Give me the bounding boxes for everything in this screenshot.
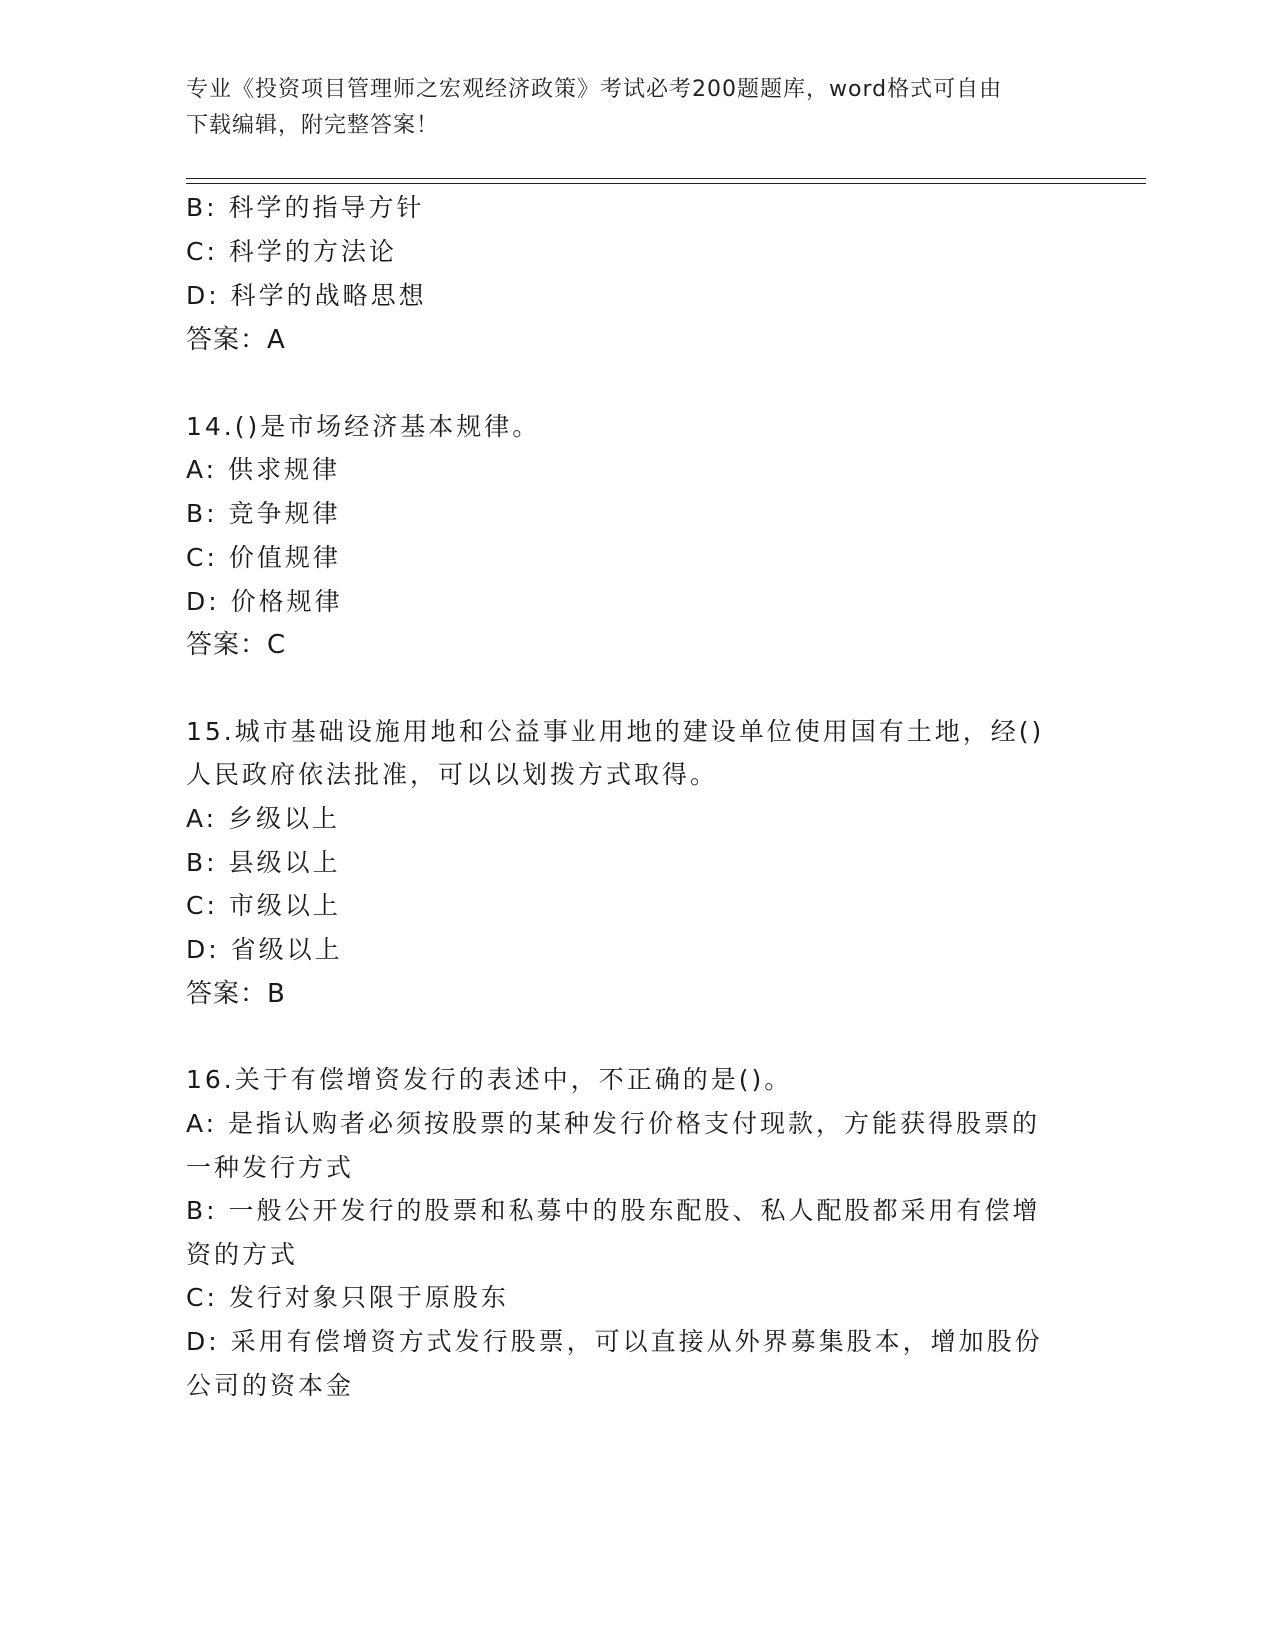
header-divider-top <box>186 178 1146 179</box>
header-line-1: 专业《投资项目管理师之宏观经济政策》考试必考200题题库，word格式可自由 <box>186 77 1003 102</box>
q13-option-c: C: 科学的方法论 <box>186 237 397 266</box>
q15-option-d: D: 省级以上 <box>186 935 343 964</box>
q13-option-d: D: 科学的战略思想 <box>186 281 427 310</box>
q16-option-b-line-2: 资的方式 <box>186 1240 299 1269</box>
q15-option-c: C: 市级以上 <box>186 891 341 920</box>
q14-answer: 答案：C <box>186 630 287 660</box>
q14-option-b: B: 竞争规律 <box>186 499 341 528</box>
q14-option-a: A: 供求规律 <box>186 455 341 484</box>
q13-option-b: B: 科学的指导方针 <box>186 193 425 222</box>
q16-option-d-line-1: D: 采用有偿增资方式发行股票，可以直接从外界募集股本，增加股份 <box>186 1327 1043 1356</box>
q15-option-a: A: 乡级以上 <box>186 804 341 833</box>
q15-stem-line-1: 15.城市基础设施用地和公益事业用地的建设单位使用国有土地，经() <box>186 717 1045 746</box>
header-line-2: 下载编辑，附完整答案！ <box>186 113 440 138</box>
document-header <box>186 72 1066 144</box>
q16-option-b-line-1: B: 一般公开发行的股票和私募中的股东配股、私人配股都采用有偿增 <box>186 1196 1041 1225</box>
q13-answer: 答案：A <box>186 325 286 355</box>
header-divider-bottom <box>186 183 1146 184</box>
q16-option-a-line-2: 一种发行方式 <box>186 1153 355 1182</box>
q16-option-a-line-1: A: 是指认购者必须按股票的某种发行价格支付现款，方能获得股票的 <box>186 1109 1041 1138</box>
q14-option-c: C: 价值规律 <box>186 543 341 572</box>
q15-stem-line-2: 人民政府依法批准，可以以划拨方式取得。 <box>186 760 719 789</box>
q15-option-b: B: 县级以上 <box>186 848 341 877</box>
q16-option-c: C: 发行对象只限于原股东 <box>186 1283 509 1312</box>
q14-stem: 14.()是市场经济基本规律。 <box>186 412 541 441</box>
q16-option-d-line-2: 公司的资本金 <box>186 1371 355 1400</box>
q14-option-d: D: 价格规律 <box>186 587 343 616</box>
q16-stem: 16.关于有偿增资发行的表述中，不正确的是()。 <box>186 1065 793 1094</box>
q15-answer: 答案：B <box>186 979 286 1009</box>
